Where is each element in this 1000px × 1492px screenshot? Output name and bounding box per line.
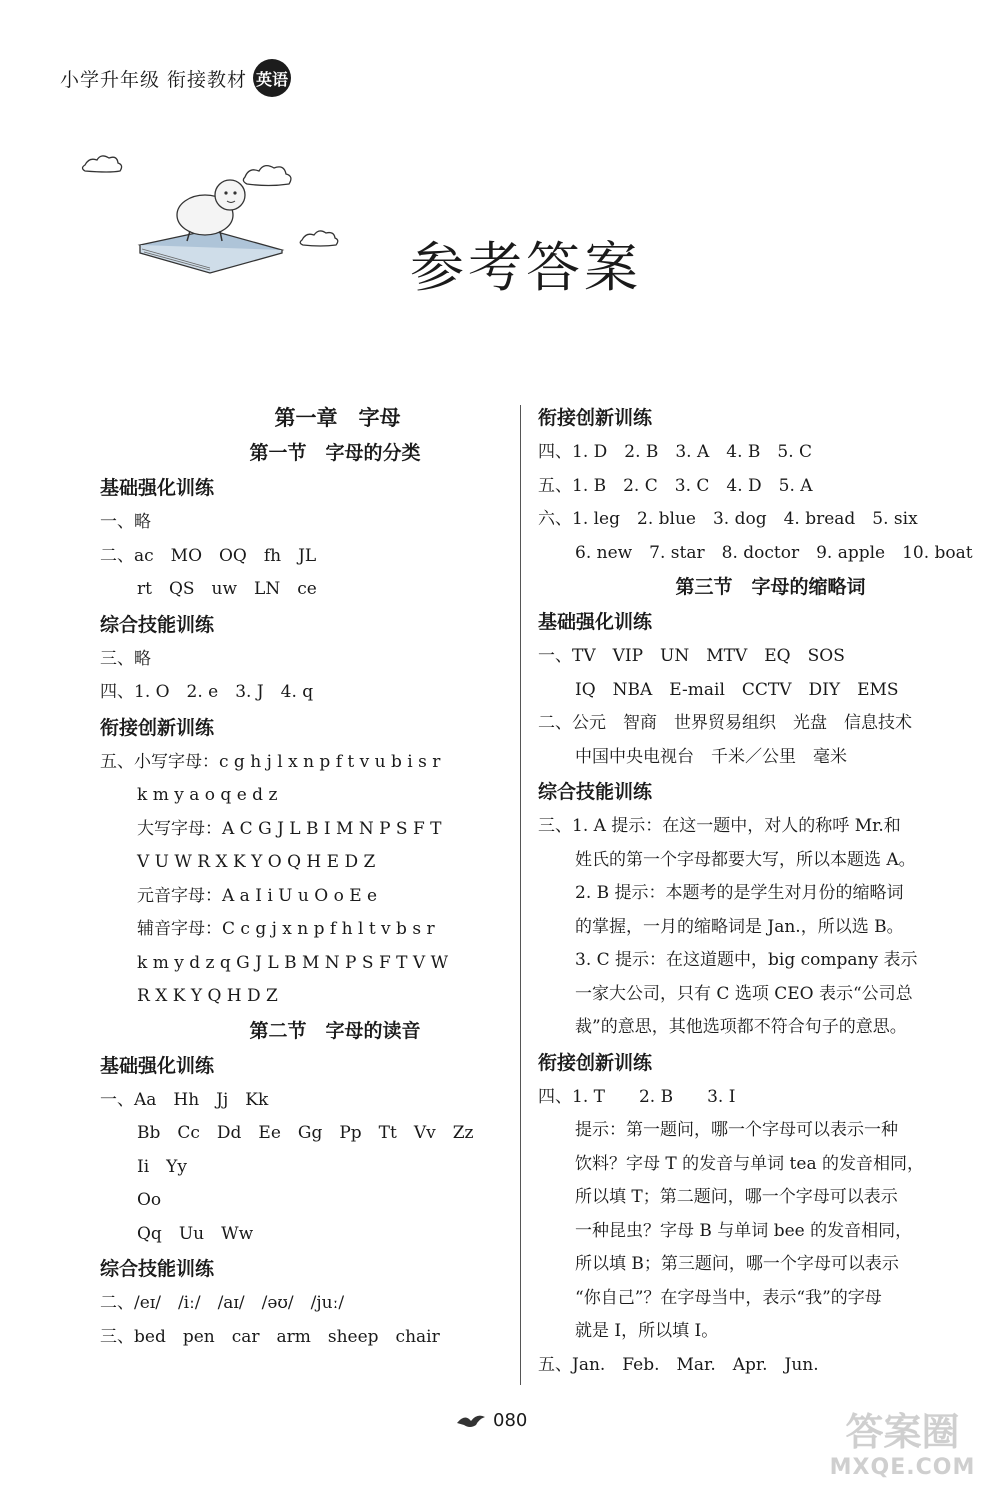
answer-line-continued: 所以填 B；第三题问，哪一个字母可以表示 — [575, 1254, 899, 1274]
answer-line-continued: Ii Yy — [137, 1156, 187, 1177]
section-heading: 第一节 字母的分类 — [249, 442, 421, 464]
answer-line: 五、1. B 2. C 3. C 4. D 5. A — [538, 475, 813, 496]
answer-line-continued: 所以填 T；第二题问，哪一个字母可以表示 — [575, 1187, 898, 1207]
answer-line-continued: 一种昆虫？字母 B 与单词 bee 的发音相同， — [575, 1220, 913, 1241]
subsection-heading: 基础强化训练 — [100, 1054, 215, 1077]
subsection-heading: 基础强化训练 — [100, 477, 215, 499]
answer-line: 二、ac MO OQ fh JL — [100, 545, 317, 566]
subsection-heading: 综合技能训练 — [100, 613, 215, 636]
answer-line: 三、略 — [100, 648, 151, 669]
answer-line-continued: 3. C 提示：在这道题中，big company 表示 — [575, 950, 918, 970]
sheep-on-book-illustration — [80, 145, 350, 295]
answer-line-continued: rt QS uw LN ce — [137, 579, 317, 599]
subsection-heading: 综合技能训练 — [538, 781, 653, 803]
answer-line-continued: 中国中央电视台 千米／公里 毫米 — [575, 746, 847, 767]
subject-badge: 英语 — [253, 59, 291, 97]
answer-line-continued: 的掌握，一月的缩略词是 Jan.，所以选 B。 — [575, 916, 904, 937]
subsection-heading: 综合技能训练 — [100, 1258, 215, 1280]
answer-line-continued: 姓氏的第一个字母都要大写，所以本题选 A。 — [575, 849, 916, 870]
page-footer — [455, 1410, 527, 1431]
answer-line: 三、bed pen car arm sheep chair — [100, 1326, 440, 1347]
section-heading: 第三节 字母的缩略词 — [675, 576, 866, 598]
answer-line: 五、Jan. Feb. Mar. Apr. Jun. — [538, 1354, 819, 1375]
right-column — [538, 400, 973, 1382]
answer-line-continued: 辅音字母：C c g j x n p f h l t v b s r — [137, 919, 435, 939]
subsection-heading: 基础强化训练 — [538, 611, 653, 633]
answer-line: 五、小写字母：c g h j l x n p f t v u b i s r — [100, 751, 441, 772]
answer-line: 四、1. D 2. B 3. A 4. B 5. C — [538, 442, 813, 462]
answer-line-continued: “你自己”？在字母当中，表示“我”的字母 — [575, 1287, 882, 1308]
answer-line: 三、1. A 提示：在这一题中，对人的称呼 Mr.和 — [538, 816, 901, 836]
answer-line-continued: Qq Uu Ww — [137, 1223, 254, 1244]
answer-line-continued: k m y a o q e d z — [137, 785, 278, 805]
page-title: 参考答案 — [410, 236, 642, 299]
subsection-heading: 衔接创新训练 — [100, 716, 215, 739]
answer-line: 二、/eɪ/ /iː/ /aɪ/ /əʊ/ /juː/ — [100, 1293, 345, 1313]
answer-line: 六、1. leg 2. blue 3. dog 4. bread 5. six — [538, 509, 918, 529]
subsection-heading: 衔接创新训练 — [538, 407, 653, 429]
left-column — [100, 400, 515, 1354]
answer-line-continued: V U W R X K Y O Q H E D Z — [137, 852, 376, 872]
watermark-logo: 答案圈 — [845, 1410, 960, 1454]
answer-line-continued: 6. new 7. star 8. doctor 9. apple 10. boat — [575, 542, 973, 563]
answer-line-continued: 大写字母：A C G J L B I M N P S F T — [137, 818, 442, 839]
section-heading: 第二节 字母的读音 — [249, 1019, 421, 1042]
answer-line-continued: IQ NBA E-mail CCTV DIY EMS — [575, 679, 899, 700]
answer-line-continued: 元音字母：A a I i U u O o E e — [137, 885, 378, 906]
answer-line-continued: 一家大公司，只有 C 选项 CEO 表示“公司总 — [575, 983, 913, 1004]
bird-icon — [455, 1411, 487, 1431]
answer-line-continued: 饮料？字母 T 的发音与单词 tea 的发音相同， — [575, 1153, 924, 1174]
chapter-heading: 第一章 字母 — [274, 406, 401, 430]
answer-line: 二、公元 智商 世界贸易组织 光盘 信息技术 — [538, 713, 912, 733]
answer-line-continued: 提示：第一题问，哪一个字母可以表示一种 — [575, 1120, 898, 1140]
answer-line: 一、TV VIP UN MTV EQ SOS — [538, 646, 845, 666]
answer-line: 四、1. T 2. B 3. I — [538, 1086, 736, 1107]
answer-line-continued: 2. B 提示：本题考的是学生对月份的缩略词 — [575, 883, 904, 903]
answer-line-continued: Bb Cc Dd Ee Gg Pp Tt Vv Zz — [137, 1123, 474, 1143]
answer-line: 一、略 — [100, 512, 151, 532]
series-title: 小学升年级 衔接教材 — [60, 68, 248, 91]
column-divider — [520, 405, 521, 1385]
answer-line-continued: 就是 I，所以填 I。 — [575, 1321, 719, 1341]
page-number: 080 — [493, 1410, 528, 1431]
answer-line-continued: Oo — [137, 1190, 162, 1210]
answer-line-continued: k m y d z q G J L B M N P S F T V W — [137, 952, 449, 973]
page-header — [60, 58, 291, 98]
answer-line: 一、Aa Hh Jj Kk — [100, 1089, 269, 1110]
watermark-url: MXQE.COM — [829, 1455, 976, 1480]
subsection-heading: 衔接创新训练 — [538, 1051, 653, 1074]
watermark — [810, 1410, 995, 1490]
answer-line: 四、1. O 2. e 3. J 4. q — [100, 682, 314, 702]
answer-line-continued: R X K Y Q H D Z — [137, 986, 278, 1006]
answer-line-continued: 裁”的意思，其他选项都不符合句子的意思。 — [575, 1017, 907, 1037]
